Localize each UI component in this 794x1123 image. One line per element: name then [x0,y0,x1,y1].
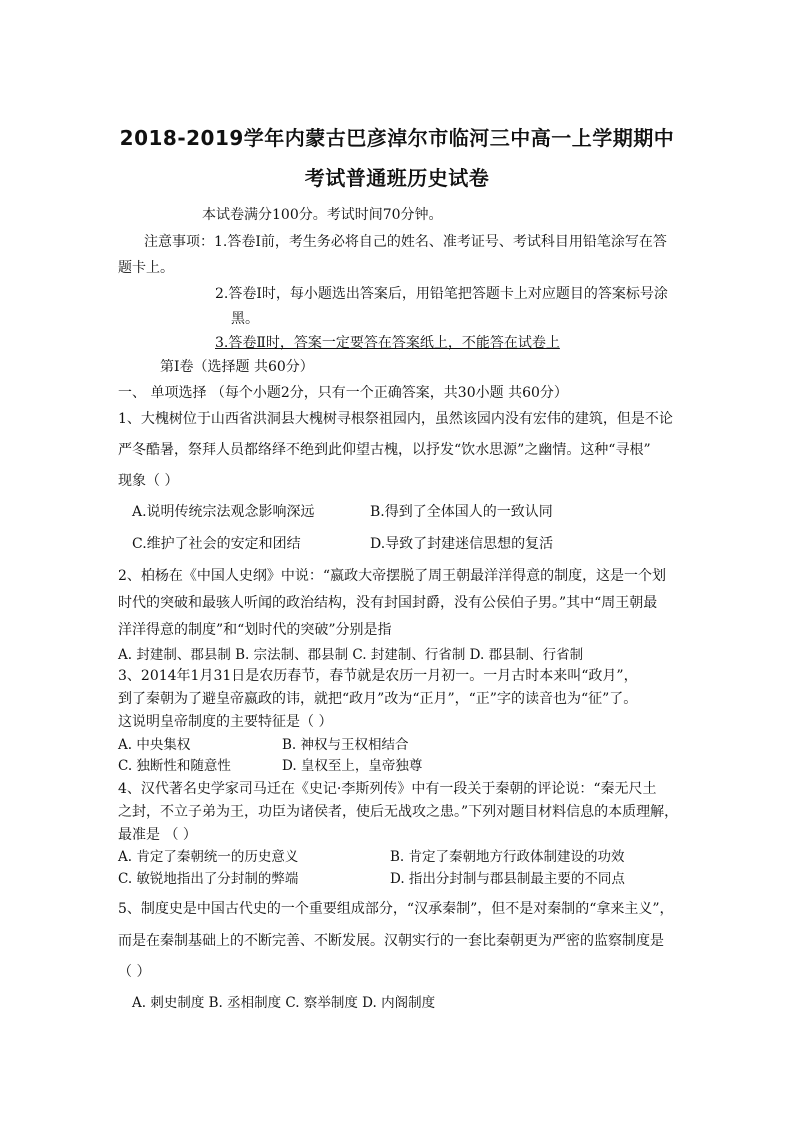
section-one-heading: 一、 单项选择 （每个小题2分，只有一个正确答案，共30小题 共60分） [118,385,568,401]
q4-option-c: C. 敏锐地指出了分封制的弊端 [118,871,299,887]
notice-1-line-1: 注意事项：1.答卷Ⅰ前，考生务必将自己的姓名、准考证号、考试科目用铅笔涂写在答 [144,234,667,250]
part-one-heading: 第Ⅰ卷（选择题 共60分） [160,359,314,375]
q1-option-b: B.得到了全体国人的一致认同 [370,504,553,520]
q1-option-d: D.导致了封建迷信思想的复活 [370,536,554,552]
q4-stem-line-3: 最准是 （ ） [118,827,197,843]
q5-options: A. 刺史制度 B. 丞相制度 C. 察举制度 D. 内阁制度 [132,995,436,1011]
notice-2-line-2: 黑。 [231,311,259,327]
q4-stem-line-1: 4、汉代著名史学家司马迁在《史记·李斯列传》中有一段关于秦朝的评论说：“秦无尺土 [118,781,657,797]
q5-stem-line-2: 而是在秦制基础上的不断完善、不断发展。汉朝实行的一套比秦朝更为严密的监察制度是 [118,933,664,949]
q4-option-d: D. 指出分封制与郡县制最主要的不同点 [390,871,625,887]
q3-option-b: B. 神权与王权相结合 [282,737,409,753]
q1-stem-line-1: 1、大槐树位于山西省洪洞县大槐树寻根祭祖园内，虽然该园内没有宏伟的建筑，但是不论 [118,411,673,427]
q1-stem-line-2: 严冬酷暑，祭拜人员都络绎不绝到此仰望古槐，以抒发“饮水思源”之幽情。这种“寻根” [118,442,651,458]
notice-2-line-1: 2.答卷Ⅰ时，每小题选出答案后，用铅笔把答题卡上对应题目的答案标号涂 [215,286,668,302]
q2-stem-line-1: 2、柏杨在《中国人史纲》中说：“嬴政大帝摆脱了周王朝最洋洋得意的制度，这是一个划 [118,568,667,584]
q1-option-c: C.维护了社会的安定和团结 [132,536,301,552]
q3-option-a: A. 中央集权 [118,737,191,753]
notice-1-line-2: 题卡上。 [118,260,174,276]
q3-stem-line-3: 这说明皇帝制度的主要特征是（ ） [118,714,333,730]
q1-option-a: A.说明传统宗法观念影响深远 [132,504,315,520]
q1-stem-line-3: 现象（ ） [118,473,179,489]
q2-stem-line-2: 时代的突破和最骇人听闻的政治结构，没有封国封爵，没有公侯伯子男。”其中“周王朝最 [118,595,658,611]
q2-stem-line-3: 洋洋得意的制度”和“划时代的突破”分别是指 [118,622,392,638]
exam-title-line-2: 考试普通班历史试卷 [304,166,490,190]
q4-stem-line-2: 之封，不立子弟为王，功臣为诸侯者，使后无战攻之患。”下列对题目材料信息的本质理解， [118,804,679,820]
exam-title-line-1: 2018-2019学年内蒙古巴彦淖尔市临河三中高一上学期期中 [119,126,675,150]
q5-stem-line-1: 5、制度史是中国古代史的一个重要组成部分，“汉承秦制”，但不是对秦制的“拿来主义”， [118,901,674,917]
q3-option-c: C. 独断性和随意性 [118,758,231,774]
q3-stem-line-1: 3、2014年1月31日是农历春节，春节就是农历一月初一。一月古时本来叫“政月”， [118,668,638,684]
notice-3: 3.答卷Ⅱ时，答案一定要答在答案纸上，不能答在试卷上 [215,335,560,351]
q5-stem-line-3: （ ） [118,964,151,980]
q3-option-d: D. 皇权至上，皇帝独尊 [282,758,423,774]
q3-stem-line-2: 到了秦朝为了避皇帝嬴政的讳，就把“政月”改为“正月”，“正”字的读音也为“征”了。 [118,691,638,707]
full-score-note: 本试卷满分100分。考试时间70分钟。 [202,207,443,223]
q4-option-b: B. 肯定了秦朝地方行政体制建设的功效 [390,849,625,865]
q2-options: A. 封建制、郡县制 B. 宗法制、郡县制 C. 封建制、行省制 D. 郡县制、行省制 [118,647,584,663]
q4-option-a: A. 肯定了秦朝统一的历史意义 [118,849,299,865]
